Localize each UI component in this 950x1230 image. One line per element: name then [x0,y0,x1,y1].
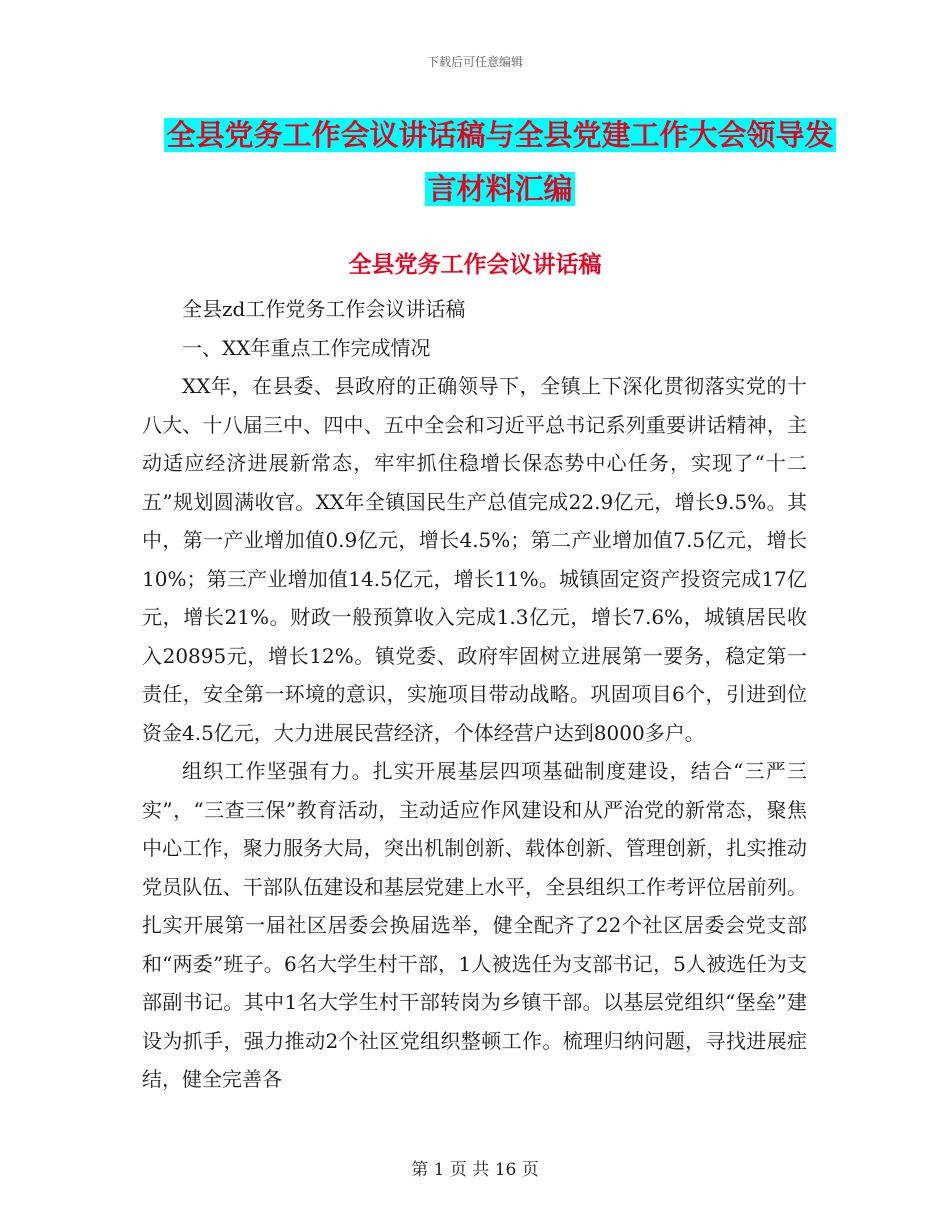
document-title-line-1: 全县党务工作会议讲话稿与全县党建工作大会领导发 [166,118,834,152]
page-header-note: 下载后可任意编辑 [426,55,523,69]
document-body [142,290,807,1099]
page-number: 第 1 页 共 16 页 [411,1160,539,1180]
document-title-line-2: 言材料汇编 [427,172,573,206]
document-title [140,108,860,216]
body-paragraph-organization: 组织工作坚强有力。扎实开展基层四项基础制度建设，结合“三严三实”，“三查三保”教育活动，主动适应作风建设和从严治党的新常态，聚焦中心工作，聚力服务大局，突出机制创新、载体创新、管理创新，扎实推动党员队伍、干部队伍建设和基层党建上水平，全县组织工作考评位居前列。扎实开展第一届社区居委会换届选举，健全配齐了22个社区居委会党支部和“两委”班子。6名大学生村干部，1人被选任为支部书记，5人被选任为支部副书记。其中1名大学生村干部转岗为乡镇干部。以基层党组织“堡垒”建设为抓手，强力推动2个社区党组织整顿工作。梳理归纳问题，寻找进展症结，健全完善各 [142,759,807,1091]
body-paragraph-heading: 一、XX年重点工作完成情况 [182,335,431,360]
body-paragraph-subtitle: 全县zd工作党务工作会议讲话稿 [182,297,466,321]
section-title: 全县党务工作会议讲话稿 [348,252,602,278]
body-paragraph-economy: XX年，在县委、县政府的正确领导下，全镇上下深化贯彻落实党的十八大、十八届三中、四中、五中全会和习近平总书记系列重要讲话精神，主动适应经济进展新常态，牢牢抓住稳增长保态势中心任务，实现了“十二五”规划圆满收官。XX年全镇国民生产总值完成22.9亿元，增长9.5%。其中，第一产业增加值0.9亿元，增长4.5%；第二产业增加值7.5亿元，增长10%；第三产业增加值14.5亿元，增长11%。城镇固定资产投资完成17亿元，增长21%。财政一般预算收入完成1.3亿元，增长7.6%，城镇居民收入20895元，增长12%。镇党委、政府牢固树立进展第一要务，稳定第一责任，安全第一环境的意识，实施项目带动战略。巩固项目6个，引进到位资金4.5亿元，大力进展民营经济，个体经营户达到8000多户。 [142,374,807,745]
